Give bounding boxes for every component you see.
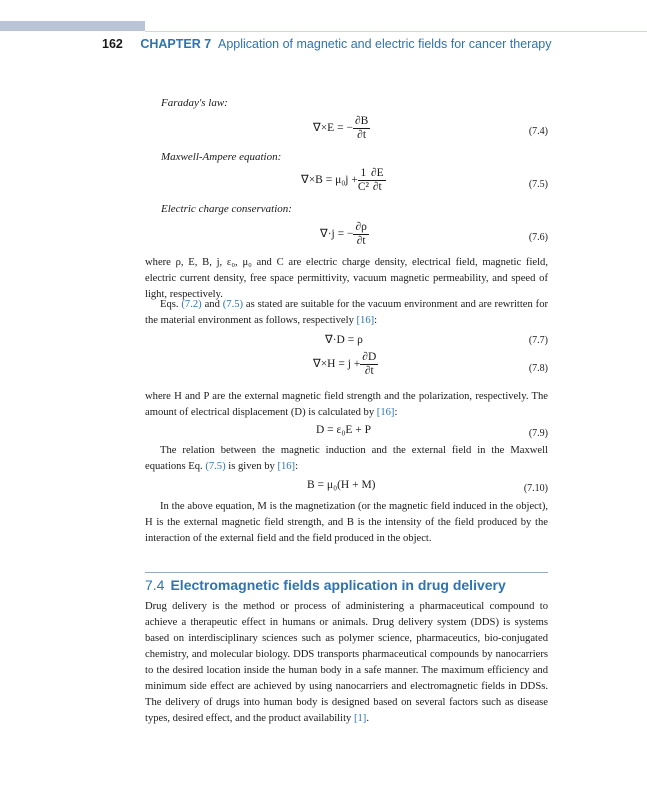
p2-text-b: and [201,299,223,310]
eq-7-5-lhs: ∇×B = μ₀j + [301,174,358,187]
equation-7-9: D = ε₀E + P [316,424,372,436]
equation-7-8 [313,351,378,378]
paragraph-relation [145,443,548,475]
p2-text-a: Eqs. [160,299,182,310]
eq-7-8-den: ∂t [364,365,374,377]
p2-text-d: : [374,315,378,326]
page-number: 162 [102,37,123,51]
eq-7-4-number: (7.4) [528,126,548,137]
section-rule [145,572,548,573]
eq-7-4-lhs: ∇×E = − [313,122,353,135]
p4-text-b: is given by [225,461,278,472]
maxwell-label: Maxwell-Ampere equation: [161,151,282,163]
section-heading [145,577,506,593]
paragraph-polarization [145,389,548,421]
chapter-title: Application of magnetic and electric fields for cancer therapy [217,37,552,51]
paragraph-magnetization: In the above equation, M is the magnetization (or the magnetic field induced in the object), H is the external magnetic field strength, and B is the intensity of the field produced by the interaction of the external field and the field produced in the object. [145,501,548,544]
eq-7-5-coef-num: 1 [358,167,369,181]
ref-16[interactable]: [16] [356,315,375,326]
equation-7-5 [301,167,386,194]
eq-7-6-den: ∂t [356,235,366,247]
equation-7-7: ∇·D = ρ [325,334,363,346]
header-rule [145,31,647,32]
eq-7-5-num: ∂E [370,167,384,179]
section-body-a: Drug delivery is the method or process of administering a pharmaceutical compound to achieve a therapeutic effect in humans or animals. Drug delivery system (DDS) is systems based on interdisciplinary sciences such as polymer science, pharmaceutics, bio-conjugated chemistry, and molecular biology. DDS transports pharmaceutical compounds by nanocarriers to the desired location inside the human body in a safe manner. The maximum efficiency and minimum side effect are achieved by using nanocarriers and electromagnetic fields in DDSs. The delivery of drugs into human body is designed based on several factors such as disease types, desired effect, and the product availability [145,601,548,724]
eq-7-4-num: ∂B [354,115,369,127]
eq-7-5-coef-den: C² [357,181,369,193]
p4-text-a: The relation between the magnetic induction and the external field in the Maxwell equations Eq. [145,445,548,472]
eq-7-9-number: (7.9) [528,428,548,439]
eq-7-6-number: (7.6) [528,232,548,243]
equation-7-4 [313,115,370,142]
running-header [102,37,552,51]
eq-7-5-den: ∂t [372,181,382,193]
section-title: Electromagnetic fields application in drug delivery [170,577,506,593]
equation-7-10: B = μ₀(H + M) [307,479,376,491]
ref-1[interactable]: [1] [353,713,367,724]
paragraph-eqs [145,297,548,329]
equation-7-6 [320,221,369,248]
p4-text-c: : [295,461,299,472]
ref-16-b[interactable]: [16] [376,407,395,418]
ref-16-c[interactable]: [16] [277,461,296,472]
ref-eq-7-2[interactable]: (7.2) [181,299,202,310]
eq-7-6-lhs: ∇·j = − [320,228,354,241]
section-body-b: . [366,713,369,724]
section-number: 7.4 [145,577,165,593]
eq-7-8-num: ∂D [362,351,377,363]
chapter-label: CHAPTER 7 [140,37,212,51]
eq-7-8-lhs: ∇×H = j + [313,358,361,371]
p3-text-b: : [394,407,398,418]
eq-7-8-number: (7.8) [528,363,548,374]
eq-7-5-number: (7.5) [528,179,548,190]
eq-7-7-number: (7.7) [528,335,548,346]
header-accent-bar [0,21,145,31]
eq-7-4-den: ∂t [357,129,367,141]
faraday-label: Faraday's law: [161,97,228,109]
charge-label: Electric charge conservation: [161,203,292,215]
ref-eq-7-5[interactable]: (7.5) [222,299,244,310]
p3-text-a: where H and P are the external magnetic field strength and the polarization, respectively. The amount of electrical displacement (D) is calculated by [145,391,548,418]
eq-7-10-number: (7.10) [523,483,548,494]
paragraph-drug-delivery [145,599,548,727]
eq-7-6-num: ∂ρ [355,221,367,233]
paragraph-symbols: where ρ, E, B, j, ε₀, μ₀ and C are electric charge density, electrical field, magnetic field, electric current density, free space permittivity, vacuum magnetic permeability, and speed of light, respectively. [145,257,548,300]
ref-eq-7-5-b[interactable]: (7.5) [205,461,226,472]
p2-text-c: as stated are suitable for the vacuum environment and are rewritten for the material environment as follows, respectively [145,299,549,326]
